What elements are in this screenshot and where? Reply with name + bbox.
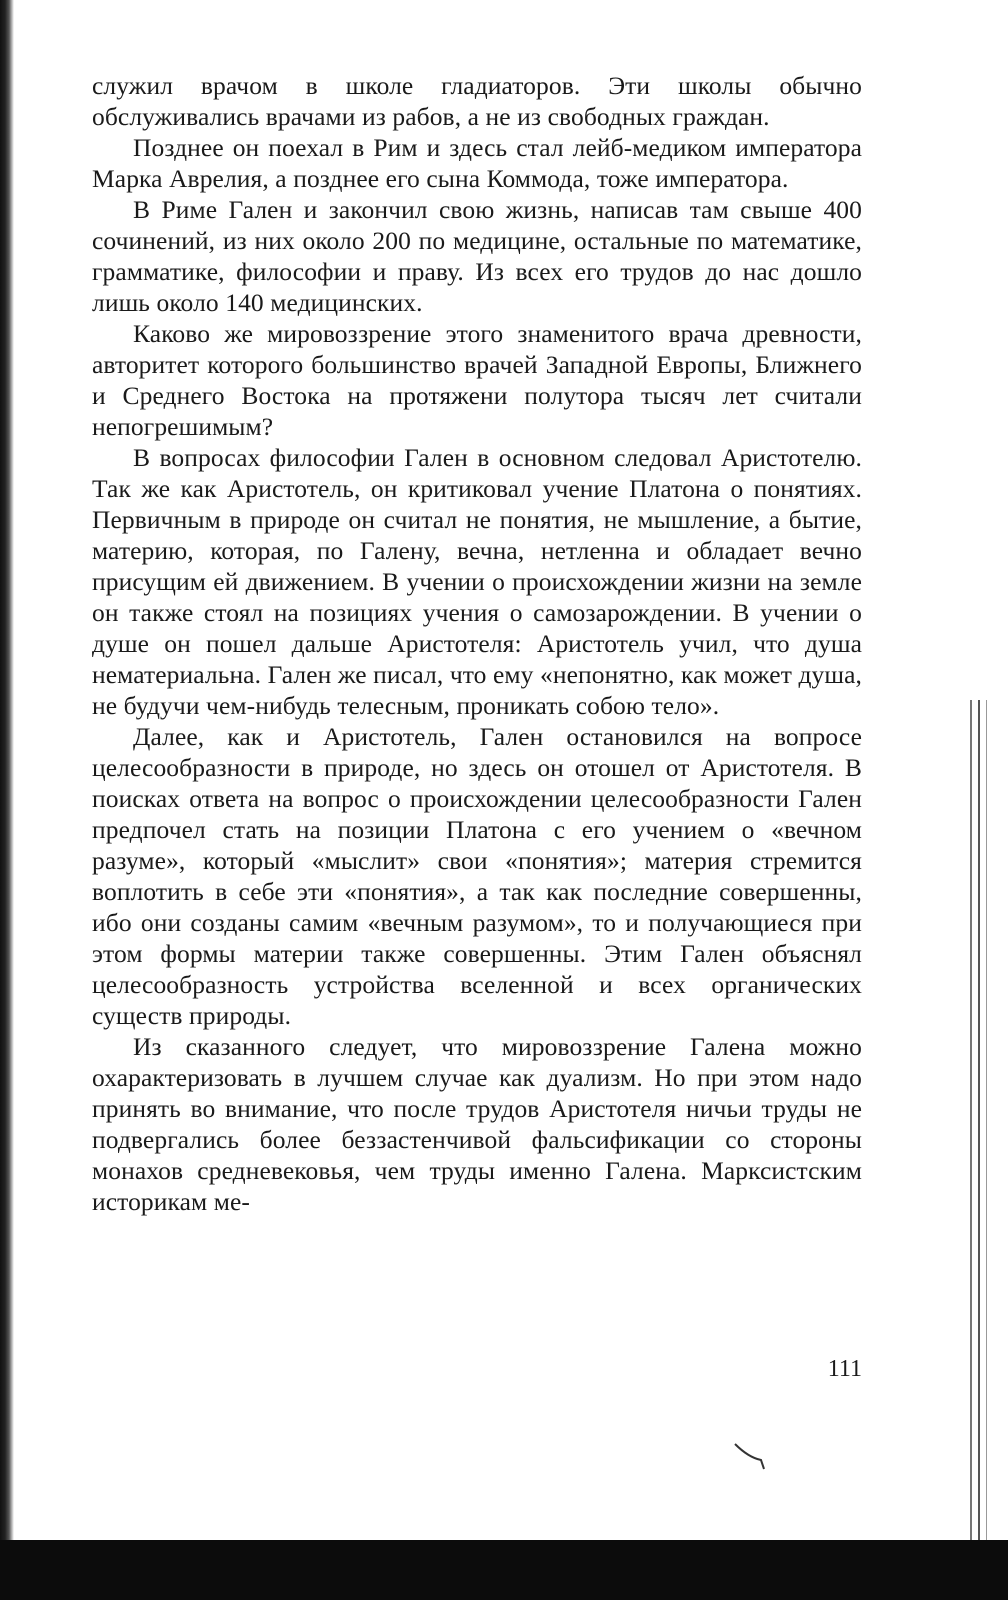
paragraph: Из сказанного следует, что мировоззрение Галена можно охарактеризовать в лучшем случае как дуализм. Но при этом надо принять во внимание, что после трудов Аристотеля ничьи труды не подвергались более беззастенчивой фальсификации со стороны монахов средневековья, чем труды именно Галена. Марксистским историкам ме- <box>92 1032 862 1216</box>
paragraph: служил врачом в школе гладиаторов. Эти школы обычно обслуживались врачами из рабов, а не из свободных граждан. <box>92 71 862 131</box>
paragraph: В вопросах философии Гален в основном следовал Аристотелю. Так же как Аристотель, он критиковал учение Платона о понятиях. Первичным в природе он считал не понятия, не мышление, а бытие, материю, которая, по Галену, вечна, нетленна и обладает вечно присущим ей движением. В учении о происхождении жизни на земле он также стоял на позициях учения о самозарождении. В учении о душе он пошел дальше Аристотеля: Аристотель учил, что душа нематериальна. Гален же писал, что ему «непонятно, как может душа, не будучи чем-нибудь телесным, проникать собою тело». <box>92 443 862 720</box>
scan-right-edge-lines <box>968 700 994 1550</box>
paragraph: В Риме Гален и закончил свою жизнь, написав там свыше 400 сочинений, из них около 200 по медицине, остальные по математике, грамматике, философии и праву. Из всех его трудов до нас дошло лишь около 140 медицинских. <box>92 195 862 317</box>
paragraph: Далее, как и Аристотель, Гален остановился на вопросе целесообразности в природе, но здесь он отошел от Аристотеля. В поисках ответа на вопрос о происхождении целесообразности Гален предпочел стать на позиции Платона с его учением о «вечном разуме», который «мыслит» свои «понятия»; материя стремится воплотить в себе эти «понятия», а так как последние совершенны, ибо они созданы самим «вечным разумом», то и получающиеся при этом формы материи также совершенны. Этим Гален объяснял целесообразность устройства вселенной и всех органических существ природы. <box>92 722 862 1030</box>
paragraph: Позднее он поехал в Рим и здесь стал лейб-медиком императора Марка Аврелия, а позднее его сына Коммода, тоже императора. <box>92 133 862 193</box>
page-number: 111 <box>827 1356 862 1382</box>
paragraph: Каково же мировоззрение этого знаменитого врача древности, авторитет которого большинство врачей Западной Европы, Ближнего и Среднего Востока на протяжени полутора тысяч лет считали непогрешимым? <box>92 319 862 441</box>
scan-left-edge-shadow <box>0 0 14 1560</box>
scan-mark <box>733 1440 767 1470</box>
scan-bottom-shadow <box>0 1540 1008 1600</box>
page-body-text <box>92 70 862 1217</box>
